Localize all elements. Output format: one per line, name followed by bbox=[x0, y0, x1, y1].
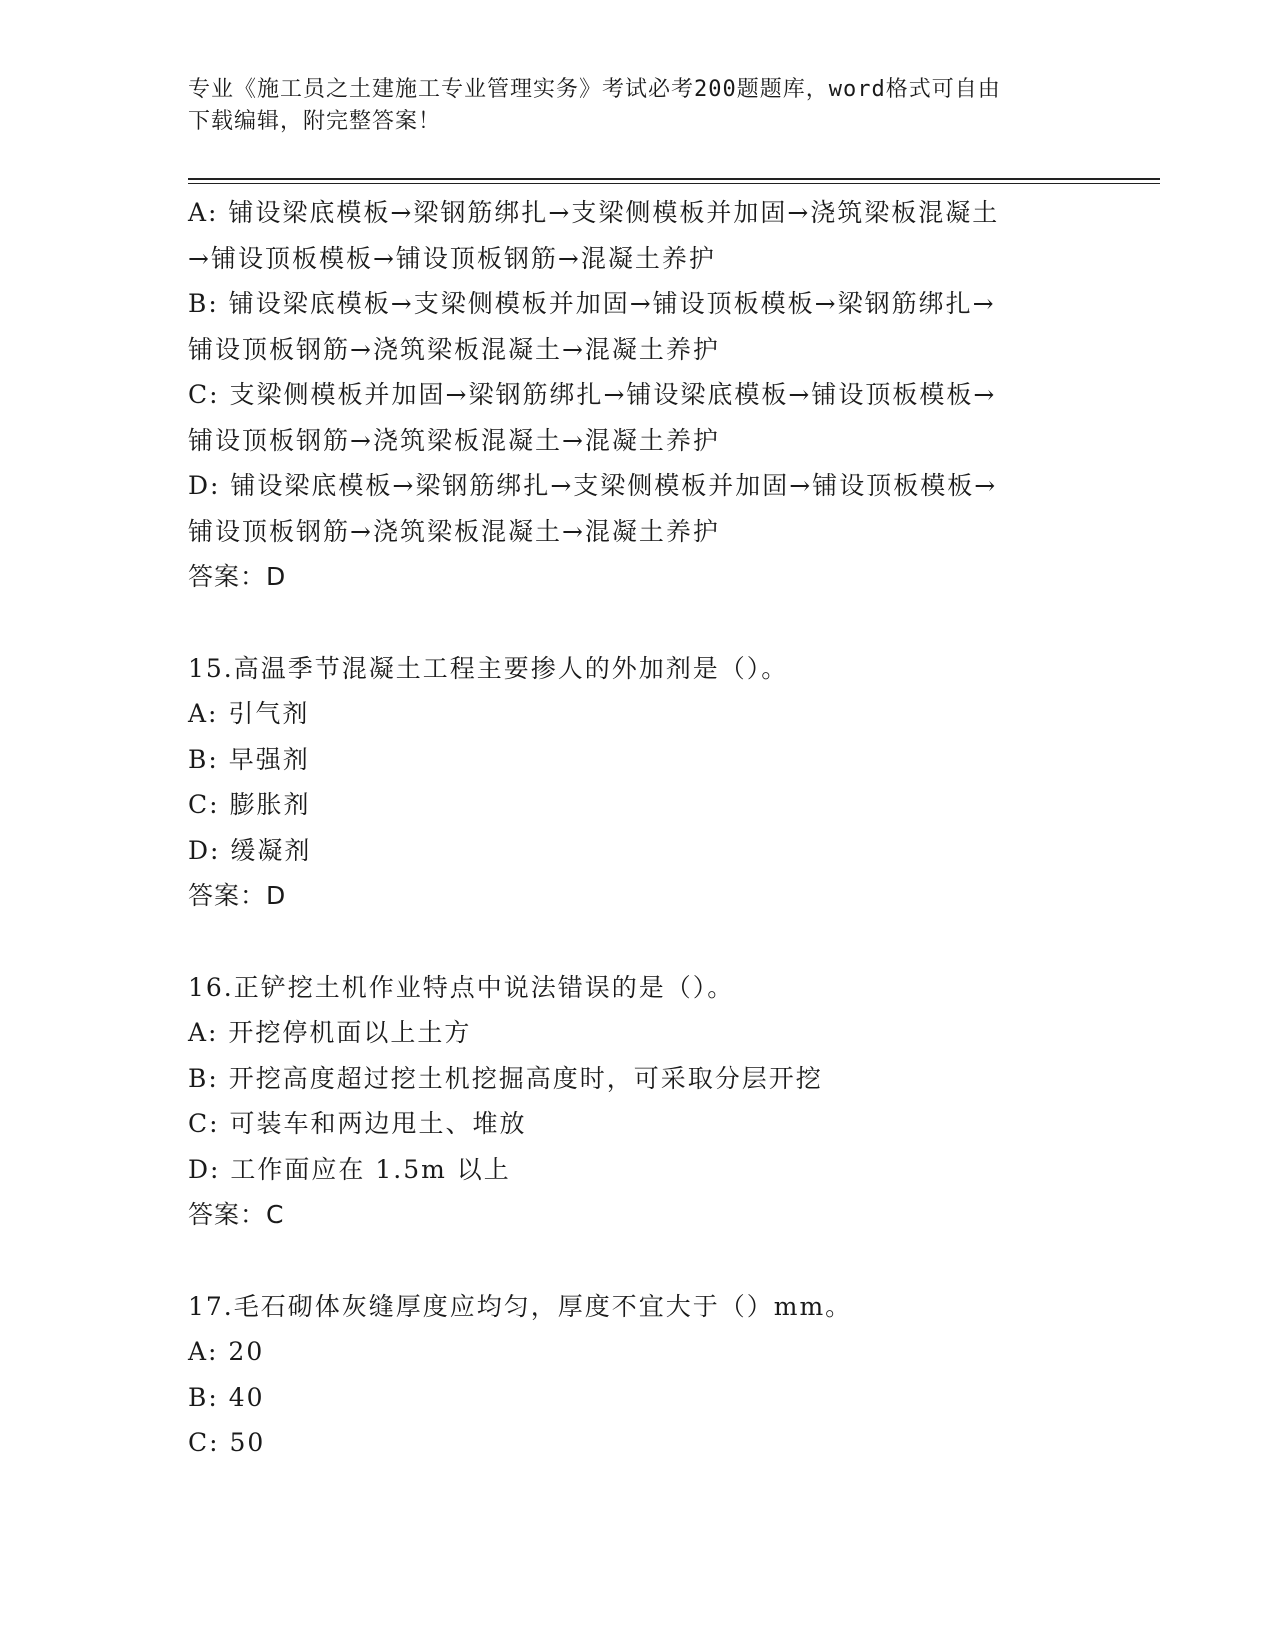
q15-option-c: C: 膨胀剂 bbox=[188, 790, 311, 819]
q15-option-d: D: 缓凝剂 bbox=[188, 835, 312, 865]
q17-option-a: A: 20 bbox=[188, 1337, 265, 1366]
header-divider-thin bbox=[188, 183, 1160, 184]
q14-option-a-line-2: →铺设顶板模板→铺设顶板钢筋→混凝土养护 bbox=[188, 243, 716, 273]
q17-option-b: B: 40 bbox=[188, 1382, 265, 1412]
q16-option-c: C: 可装车和两边甩土、堆放 bbox=[188, 1109, 527, 1138]
q17-option-c: C: 50 bbox=[188, 1428, 266, 1457]
q14-option-c-line-1: C: 支梁侧模板并加固→梁钢筋绑扎→铺设梁底模板→铺设顶板模板→ bbox=[188, 380, 997, 409]
header-title-line-2: 下载编辑，附完整答案！ bbox=[188, 109, 442, 134]
q17-question: 17.毛石砌体灰缝厚度应均匀，厚度不宜大于（）mm。 bbox=[188, 1291, 853, 1321]
header-title-line-1: 专业《施工员之土建施工专业管理实务》考试必考200题题库，word格式可自由 bbox=[188, 77, 1001, 102]
question-17-block bbox=[188, 1284, 1108, 1466]
q16-option-a: A: 开挖停机面以上土方 bbox=[188, 1018, 472, 1047]
q15-option-b: B: 早强剂 bbox=[188, 744, 310, 774]
q14-option-d-line-1: D: 铺设梁底模板→梁钢筋绑扎→支梁侧模板并加固→铺设顶板模板→ bbox=[188, 471, 998, 500]
question-14-block bbox=[188, 190, 1108, 600]
q14-option-c-line-2: 铺设顶板钢筋→浇筑梁板混凝土→混凝土养护 bbox=[188, 425, 720, 455]
q14-option-d-line-2: 铺设顶板钢筋→浇筑梁板混凝土→混凝土养护 bbox=[188, 516, 720, 546]
question-content bbox=[188, 190, 1108, 1466]
q14-answer: 答案：D bbox=[188, 562, 287, 591]
q15-option-a: A: 引气剂 bbox=[188, 699, 310, 728]
header-divider-thick bbox=[188, 178, 1160, 180]
document-header bbox=[188, 74, 1088, 138]
section-gap bbox=[188, 600, 1108, 646]
section-gap bbox=[188, 1238, 1108, 1284]
q14-option-b-line-2: 铺设顶板钢筋→浇筑梁板混凝土→混凝土养护 bbox=[188, 334, 720, 364]
q14-option-a-line-1: A: 铺设梁底模板→梁钢筋绑扎→支梁侧模板并加固→浇筑梁板混凝土 bbox=[188, 198, 1000, 227]
question-16-block bbox=[188, 965, 1108, 1238]
q14-option-b-line-1: B: 铺设梁底模板→支梁侧模板并加固→铺设顶板模板→梁钢筋绑扎→ bbox=[188, 289, 996, 318]
question-15-block bbox=[188, 646, 1108, 919]
q15-answer: 答案：D bbox=[188, 881, 287, 910]
q16-option-d: D: 工作面应在 1.5m 以上 bbox=[188, 1154, 511, 1184]
q16-answer: 答案：C bbox=[188, 1200, 285, 1229]
q16-option-b: B: 开挖高度超过挖土机挖掘高度时，可采取分层开挖 bbox=[188, 1063, 823, 1093]
section-gap bbox=[188, 919, 1108, 965]
q15-question: 15.高温季节混凝土工程主要掺人的外加剂是（）。 bbox=[188, 653, 789, 683]
q16-question: 16.正铲挖土机作业特点中说法错误的是（）。 bbox=[188, 972, 735, 1002]
